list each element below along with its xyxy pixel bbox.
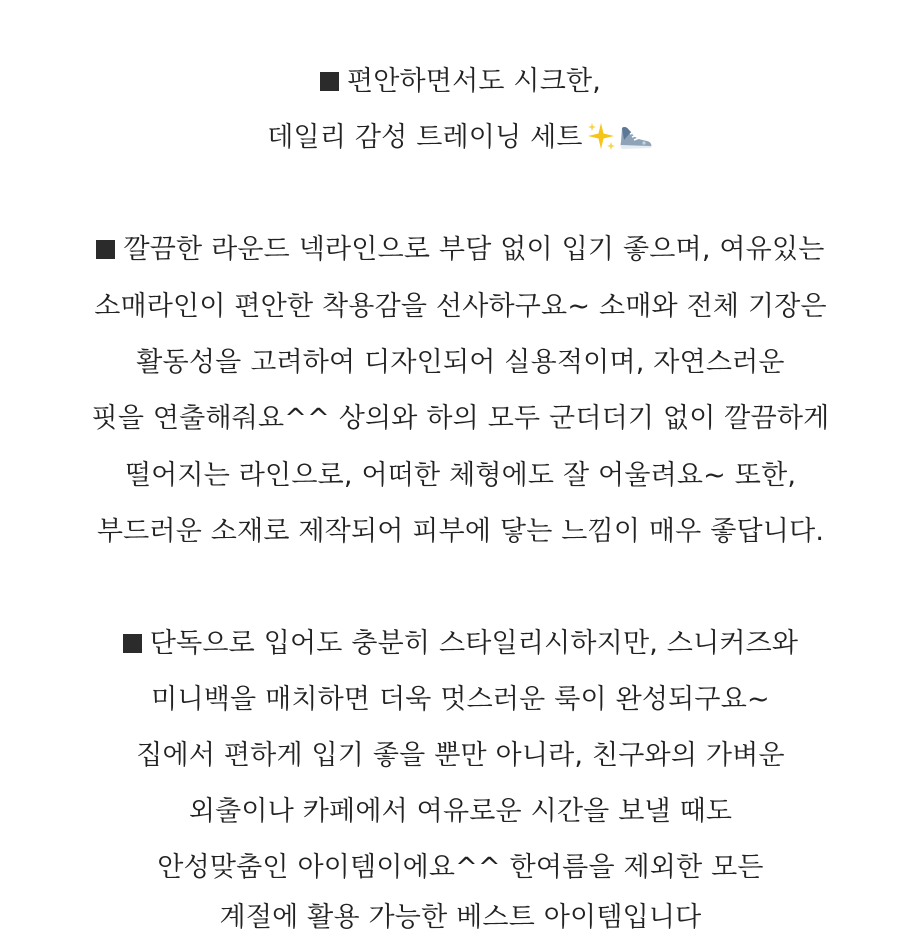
square-bullet-icon: [320, 72, 339, 91]
body-text: 외출이나 카페에서 여유로운 시간을 보낼 때도: [188, 796, 733, 827]
section3-line: [0, 736, 921, 776]
section2-line: [0, 399, 921, 439]
sparkles-icon: [585, 120, 617, 152]
body-text: 깔끔한 라운드 넥라인으로 부담 없이 입기 좋으며, 여유있는: [123, 234, 825, 265]
body-text: 단독으로 입어도 충분히 스타일리시하지만, 스니커즈와: [149, 628, 799, 659]
running-shoe-icon: [618, 120, 654, 152]
heading-text: 데일리 감성 트레이닝 세트: [267, 122, 583, 153]
section3-line: [0, 848, 921, 888]
heading-text: 편안하면서도 시크한,: [346, 66, 602, 97]
square-bullet-icon: [123, 634, 142, 653]
section1-heading-line2: [0, 118, 921, 158]
body-text: 집에서 편하게 입기 좋을 뿐만 아니라, 친구와의 가벼운: [136, 740, 785, 771]
section3-line: [0, 624, 921, 664]
body-text: 계절에 활용 가능한 베스트 아이템입니다: [219, 902, 702, 933]
section2-line: [0, 343, 921, 383]
section1-heading-line1: [0, 62, 921, 102]
square-bullet-icon: [96, 240, 115, 259]
body-text: 활동성을 고려하여 디자인되어 실용적이며, 자연스러운: [136, 347, 785, 378]
section3-line: [0, 792, 921, 832]
section2-line: [0, 512, 921, 552]
section2-line: [0, 230, 921, 270]
body-text: 안성맞춤인 아이템이에요^^ 한여름을 제외한 모든: [157, 852, 764, 883]
body-text: 핏을 연출해줘요^^ 상의와 하의 모두 군더더기 없이 깔끔하게: [91, 403, 830, 434]
section2-line: [0, 456, 921, 496]
section3-line: [0, 898, 921, 938]
body-text: 떨어지는 라인으로, 어떠한 체형에도 잘 어울려요~ 또한,: [124, 460, 797, 491]
body-text: 부드러운 소재로 제작되어 피부에 닿는 느낌이 매우 좋답니다.: [96, 516, 825, 547]
body-text: 소매라인이 편안한 착용감을 선사하구요~ 소매와 전체 기장은: [94, 291, 827, 322]
section2-line: [0, 287, 921, 327]
body-text: 미니백을 매치하면 더욱 멋스러운 룩이 완성되구요~: [151, 684, 770, 715]
section3-line: [0, 680, 921, 720]
